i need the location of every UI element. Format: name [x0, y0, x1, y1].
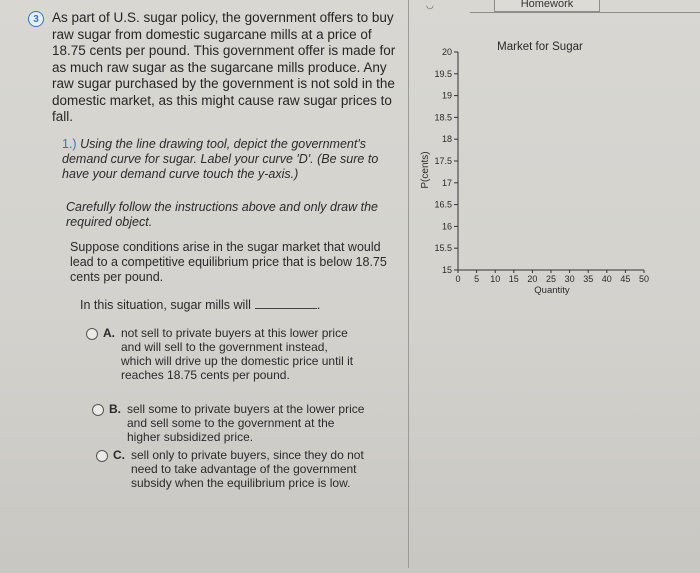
x-tick-label: 5 [474, 274, 480, 284]
question-number-icon: 3 [28, 11, 44, 27]
x-axis-label: Quantity [534, 285, 570, 296]
y-tick-label: 17 [441, 177, 452, 188]
scenario-text: Suppose conditions arise in the sugar market that would lead to a competitive equilibrium price that is below 18.75 cents per pound. [70, 240, 387, 284]
y-tick-label: 17.5 [434, 156, 452, 166]
option-b-label: B. [109, 402, 121, 416]
x-tick-label: 35 [583, 274, 594, 284]
y-tick-label: 20 [441, 47, 452, 57]
chart-axes [458, 52, 644, 270]
careful-note: Carefully follow the instructions above and only draw the required object. [66, 200, 378, 229]
x-tick-label: 40 [601, 274, 612, 284]
x-tick-label: 25 [545, 274, 557, 284]
option-a-text: not sell to private buyers at this lower price and will sell to the government instead, which will drive up the domestic price until it reaches 18.75 cents per pound. [121, 326, 354, 382]
y-tick-label: 18.5 [434, 112, 452, 123]
y-tick-label: 15 [441, 265, 452, 275]
task-number: 1.) [62, 137, 77, 151]
x-tick-label: 30 [564, 274, 575, 284]
option-c-text: sell only to private buyers, since they do not need to take advantage of the government subsidy when the equilibrium price is low. [131, 448, 364, 490]
y-tick-label: 15.5 [434, 243, 452, 254]
y-tick-label: 16 [441, 221, 452, 232]
y-tick-label: 16.5 [434, 199, 452, 210]
x-axis-ticks [455, 270, 649, 284]
situation-text: In this situation, sugar mills will [80, 298, 251, 312]
x-tick-label: 50 [638, 274, 650, 284]
chart-title: Market for Sugar [497, 41, 583, 53]
x-tick-label: 45 [620, 274, 631, 284]
scroll-indicator-icon: ◡ [426, 0, 434, 10]
x-tick-label: 10 [490, 274, 501, 284]
y-tick-label: 19 [441, 90, 452, 101]
y-tick-label: 19.5 [434, 68, 452, 79]
y-axis-ticks [434, 47, 458, 275]
option-c-label: C. [113, 448, 125, 462]
homework-tab[interactable]: Homework [494, 0, 600, 12]
question-intro: As part of U.S. sugar policy, the government offers to buy raw sugar from domestic sugarcane mills at a price of 18.75 cents per pound. This government offer is made for as much raw sugar as the sugarcane mills produce. Any raw sugar purchased by the government is not sold in the domestic market, as this might cause raw sugar prices to fall. [52, 10, 396, 124]
y-tick-label: 18 [441, 134, 452, 145]
y-axis-label: P(cents) [420, 151, 431, 189]
x-tick-label: 20 [527, 274, 538, 284]
x-tick-label: 0 [455, 274, 461, 284]
option-a-label: A. [103, 326, 115, 340]
task-text: Using the line drawing tool, depict the government's demand curve for sugar. Label your curve 'D'. (Be sure to have your demand curve touch the y-axis.) [62, 137, 379, 181]
x-tick-label: 15 [508, 274, 519, 284]
fill-in-prompt: In this situation, sugar mills will . [80, 298, 321, 312]
option-b-text: sell some to private buyers at the lower price and sell some to the government at the higher subsidized price. [127, 402, 365, 444]
